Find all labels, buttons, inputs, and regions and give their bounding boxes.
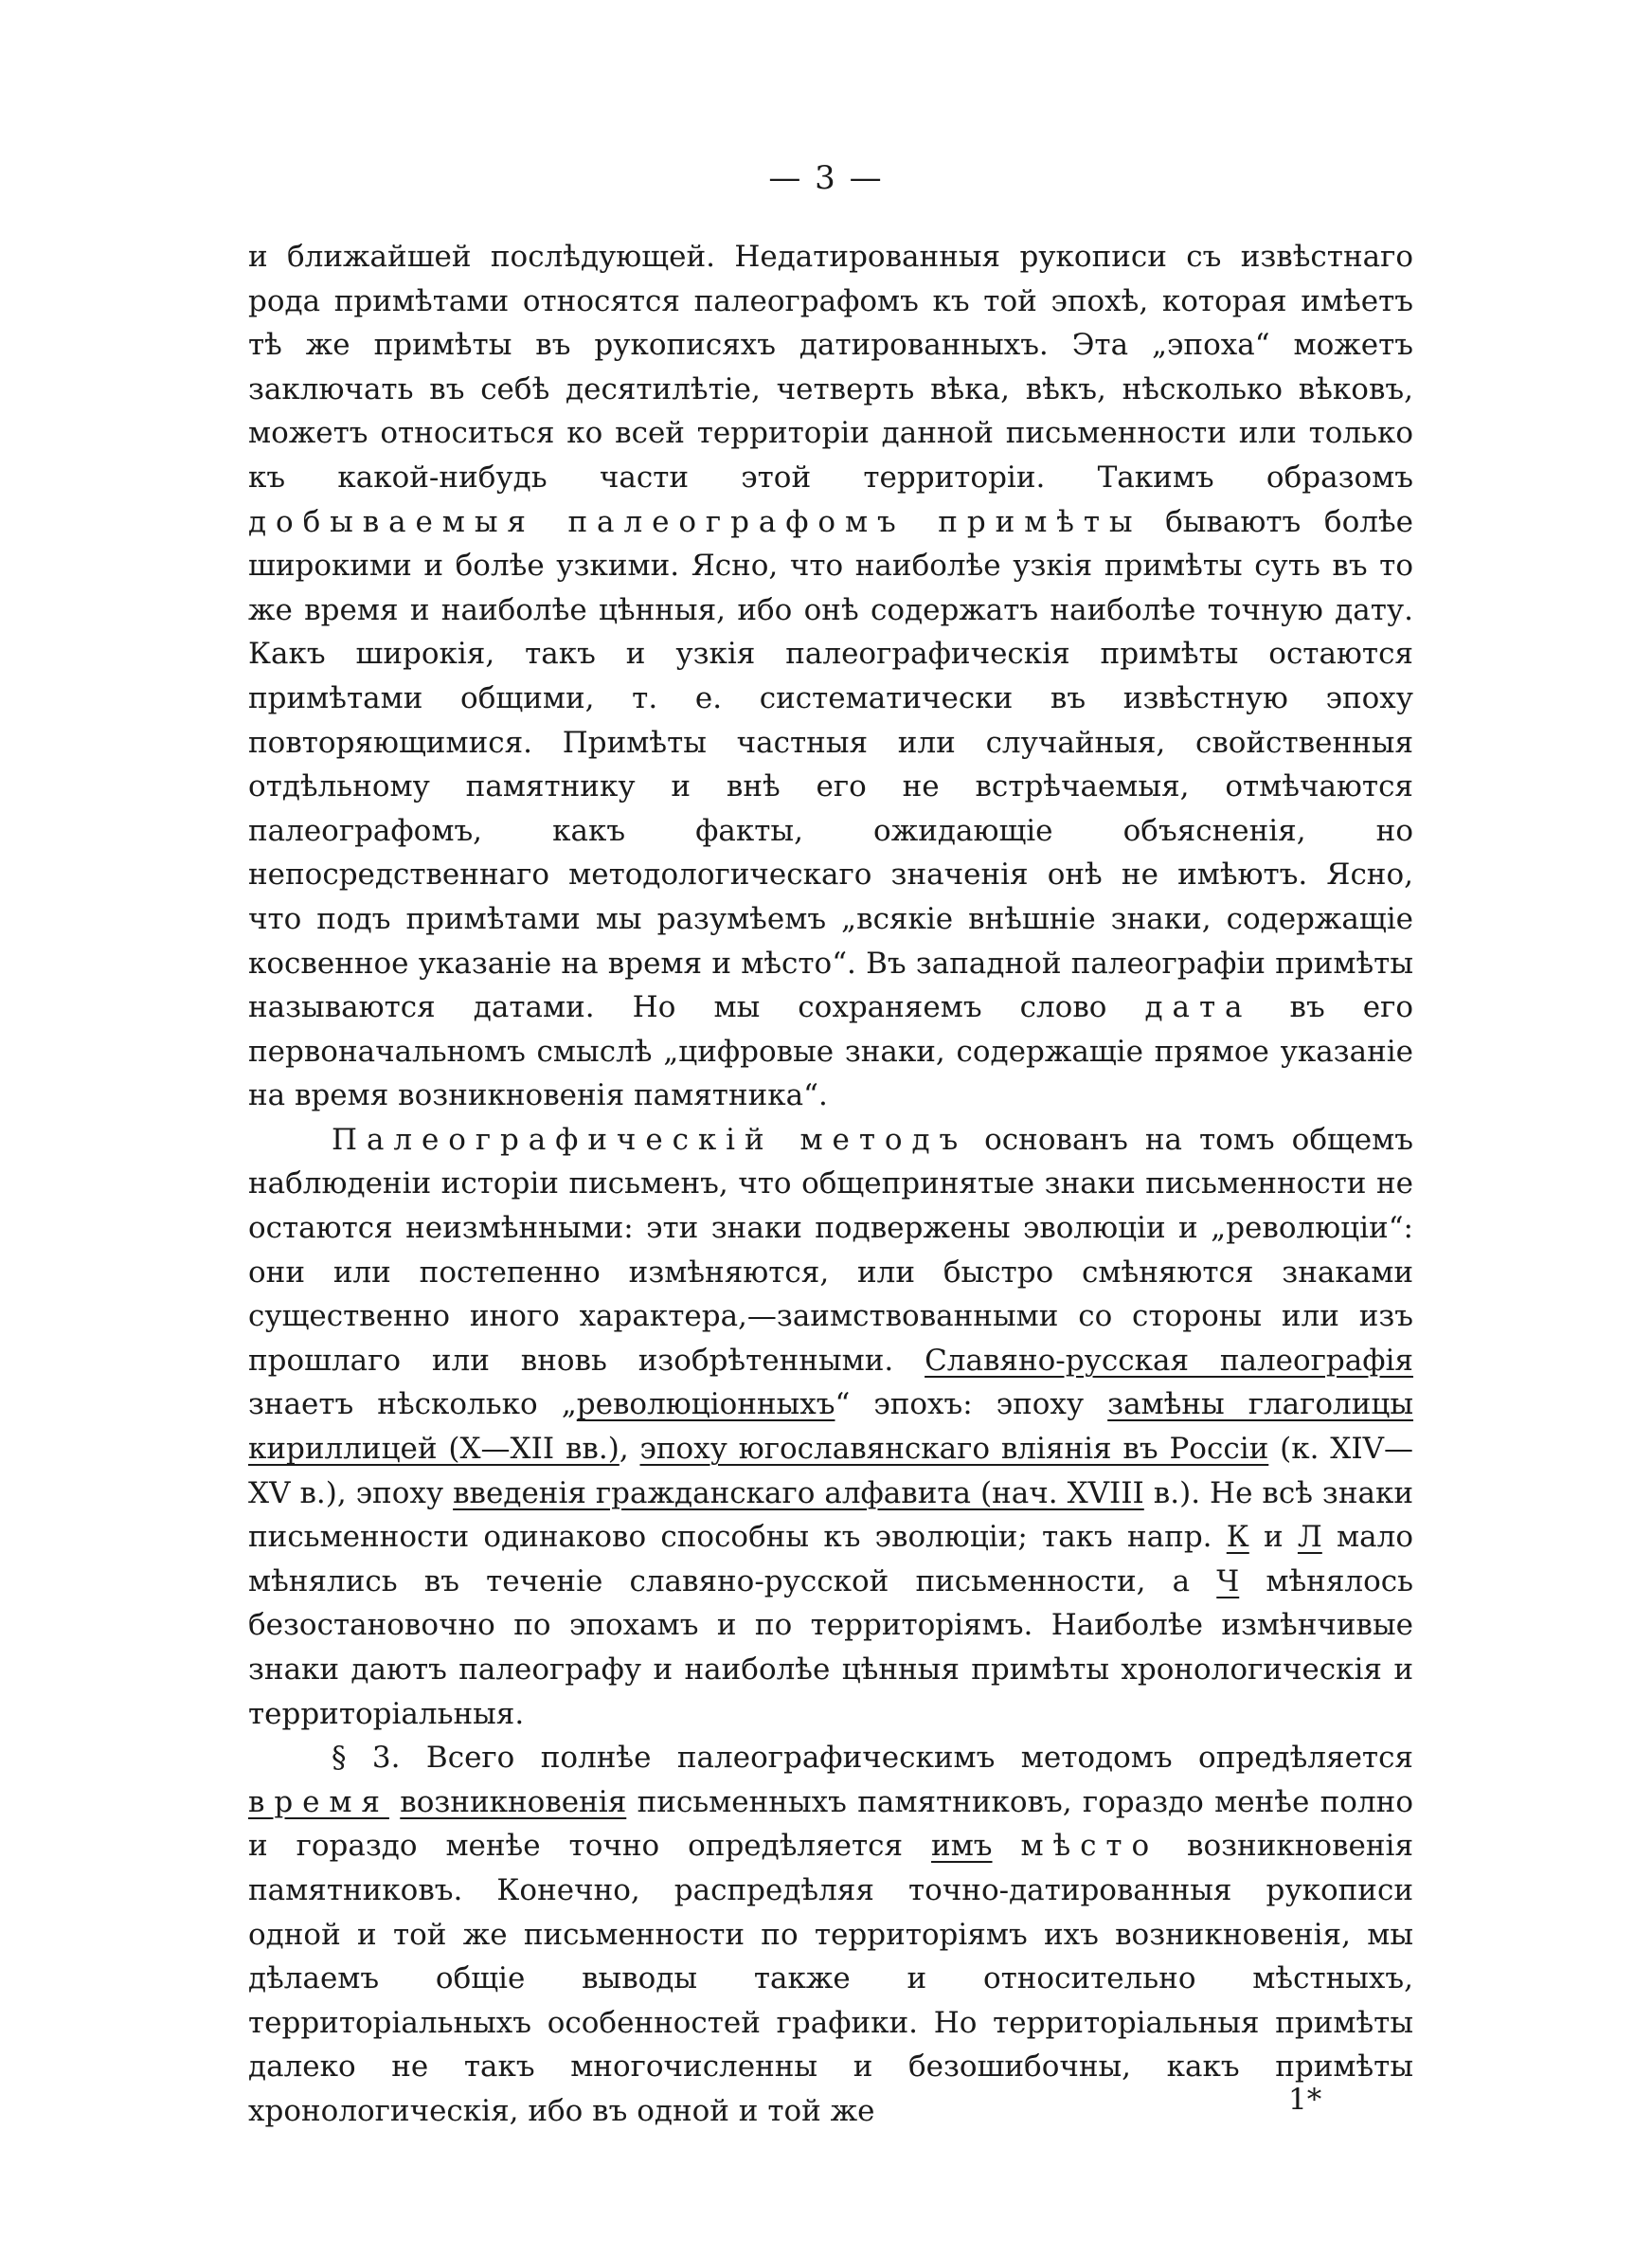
spaced-emphasis: добываемыя палеографомъ примѣты — [248, 504, 1142, 539]
text-run: письменныхъ памятниковъ, гораздо менѣе полно и гораздо менѣе точно опредѣляется — [248, 1784, 1413, 1864]
text-run: , — [619, 1432, 640, 1467]
text-run: основанъ на томъ общемъ наблюденіи исторіи письменъ, что общепринятые знаки письменности не остаются неизмѣнными: эти знаки подвержены эволюціи и „революціи“: они или постепенно измѣняются, или быстро смѣняются знаками существенно иного характера,—заимствованными со стороны или изъ прошлаго или вновь изобрѣтенными. — [248, 1122, 1413, 1378]
text-run: мѣнялось безостановочно по эпохамъ и по территоріямъ. Наиболѣе измѣнчивые знаки даютъ палеографу и наиболѣе цѣнныя примѣты хронологическія и территоріальныя. — [248, 1563, 1413, 1731]
signature-mark: 1* — [1288, 2083, 1322, 2117]
text-run: въ его первоначальномъ смыслѣ „цифровые знаки, содержащіе прямое указаніе на время возникновенія памятника“. — [248, 990, 1413, 1113]
paragraph — [248, 1736, 1413, 2133]
body-text — [248, 235, 1413, 2134]
text-run: и ближайшей послѣдующей. Недатированныя рукописи съ извѣстнаго рода примѣтами относятся палеографомъ къ той эпохѣ, которая имѣетъ тѣ же примѣты въ рукописяхъ датированныхъ. Эта „эпоха“ можетъ заключать въ себѣ десятилѣтіе, четверть вѣка, вѣкъ, нѣсколько вѣковъ, можетъ относиться ко всей территоріи данной письменности или только къ какой-нибудь части этой территоріи. Такимъ образомъ — [248, 240, 1413, 495]
text-run — [993, 1829, 1021, 1863]
text-run: мало мѣнялись въ теченіе славяно-русской письменности, а — [248, 1520, 1413, 1598]
underlined-phrase: Л — [1297, 1520, 1322, 1555]
text-run: в.). Не всѣ знаки письменности одинаково способны къ эволюціи; такъ напр. — [248, 1475, 1414, 1555]
underlined-phrase: замѣны глаголицы кириллицей (X—XII вв.) — [248, 1387, 1413, 1467]
underlined-spaced-phrase: время — [248, 1784, 389, 1819]
underlined-phrase: имъ — [931, 1829, 993, 1864]
text-run: знаетъ нѣсколько „ — [248, 1387, 577, 1422]
text-run: “ эпохъ: эпоху — [835, 1387, 1108, 1422]
underlined-phrase: революціонныхъ — [576, 1387, 835, 1422]
underlined-phrase: введенія гражданскаго алфавита (нач. XVIII — [453, 1475, 1144, 1510]
underlined-phrase: Ч — [1216, 1563, 1240, 1598]
spaced-emphasis: мѣсто — [1020, 1829, 1159, 1864]
paragraph — [248, 1118, 1413, 1736]
underlined-phrase: К — [1226, 1520, 1249, 1555]
underlined-phrase: Славяно-русская палеографія — [925, 1343, 1413, 1378]
text-run: бываютъ болѣе широкими и болѣе узкими. Ясно, что наиболѣе узкія примѣты суть въ то же время и наиболѣе цѣнныя, ибо онѣ содержатъ наиболѣе точную дату. Какъ широкія, такъ и узкія палеографическія примѣты остаются примѣтами общими, т. е. систематически въ извѣстную эпоху повторяющимися. Примѣты частныя или случайныя, свойственныя отдѣльному памятнику и внѣ его не встрѣчаемыя, отмѣчаются палеографомъ, какъ факты, ожидающіе объясненія, но непосредственнаго методологическаго значенія онѣ не имѣютъ. Ясно, что подъ примѣтами мы разумѣемъ „всякіе внѣшніе знаки, содержащіе косвенное указаніе на время и мѣсто“. Въ западной палеографіи примѣты называются датами. Но мы сохраняемъ слово — [248, 504, 1413, 1025]
underlined-phrase: возникновенія — [400, 1784, 627, 1819]
spaced-emphasis: дата — [1144, 990, 1252, 1025]
underlined-phrase: эпоху югославянскаго вліянія въ Россіи — [639, 1432, 1269, 1467]
page-number: — 3 — — [768, 159, 884, 197]
paragraph — [248, 235, 1413, 1118]
text-run: возникновенія памятниковъ. Конечно, распредѣляя точно-датированныя рукописи одной и той же письменности по территоріямъ ихъ возникновенія, мы дѣлаемъ общіе выводы также и относительно мѣстныхъ, территоріальныхъ особенностей графики. Но территоріальныя примѣты далеко не такъ многочисленны и безошибочны, какъ примѣты хронологическія, ибо въ одной и той же — [248, 1829, 1413, 2128]
text-run: и — [1248, 1520, 1298, 1555]
text-run — [389, 1785, 400, 1819]
spaced-emphasis: Палеографическій методъ — [332, 1122, 968, 1157]
text-run: (к. XIV—XV в.), эпоху — [248, 1432, 1413, 1510]
text-run: § 3. Всего полнѣе палеографическимъ методомъ опредѣляется — [332, 1741, 1413, 1776]
